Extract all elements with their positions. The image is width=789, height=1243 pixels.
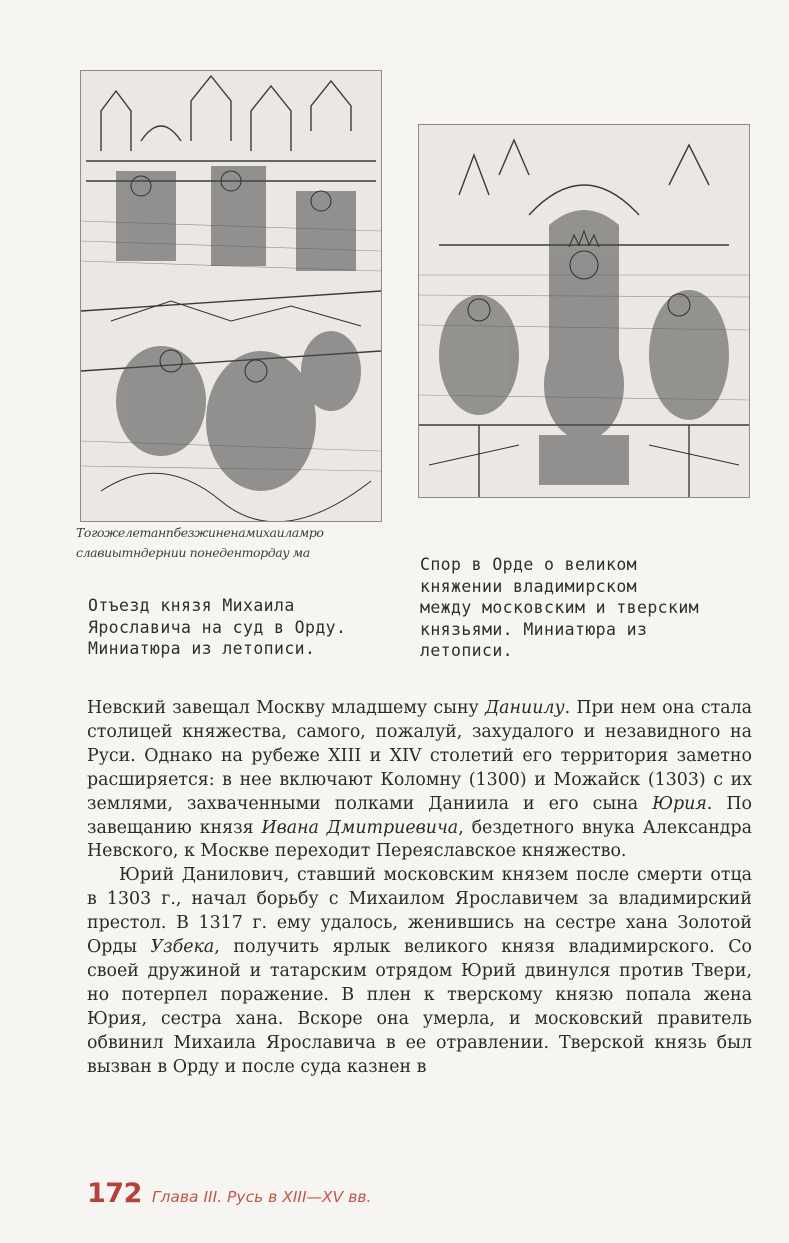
miniature-departure-drawing [81,71,381,521]
text-span: , получить ярлык великого князя владимирского. Со своей дружиной и татарским отрядом Юрий двинулся против Твери, но потерпел поражение. В плен к тверскому князю попала жена Юрия, сестра хана. Вскоре она умерла, и московский правитель обвинил Михаила Ярославича в ее отравлении. Тверской князь был вызван в Орду и после суда казнен в [87,937,753,1077]
page-footer [87,1178,371,1209]
text-span: . По завещанию князя [87,793,753,838]
old-manuscript-inscription: Тогожелетанпбезжиненамихаиламро славиытндернии понедентордау ма [76,525,324,560]
paragraph-2 [87,864,752,1079]
emphasized-name: Ивана Дмитриевича [261,817,459,838]
running-title: Глава III. Русь в XIII—XV вв. [151,1188,372,1206]
figure-caption-left: Отъезд князя Михаила Ярославича на суд в Орду. Миниатюра из летописи. [88,596,347,658]
emphasized-name: Даниилу [485,698,565,718]
paragraph-1 [87,697,752,864]
miniature-departure-illustration [80,70,382,522]
text-span: Невский завещал Москву младшему сыну [87,698,486,718]
emphasized-name: Узбека [150,937,215,958]
text-span: . При нем она стала столицей княжества, самого, пожалуй, захудалого и незавидного на Руси. Однако на рубеже XIII и XIV столетий его территория заметно расширяется: в нее включают Коломну (1300) и Можайск (1303) с их землями, захваченными полками Даниила и его сына [87,698,752,814]
text-span: Юрий Данилович, ставший московским князем после смерти отца в 1303 г., начал борьбу с Михаилом Ярославичем за владимирский престол. В 1317 г. ему удалось, женившись на сестре хана Золотой Орды [87,865,752,958]
figure-caption-right: Спор в Орде о великом княжении владимирском между московским и тверским князьями. Миниатюра из летописи. [420,555,700,660]
miniature-dispute-illustration [418,124,750,498]
page-number: 172 [87,1178,142,1209]
miniature-dispute-drawing [419,125,749,497]
emphasized-name: Юрия [652,793,707,814]
text-span: , бездетного внука Александра Невского, к Москве переходит Переяславское княжество. [87,817,752,862]
main-text [87,697,752,1080]
